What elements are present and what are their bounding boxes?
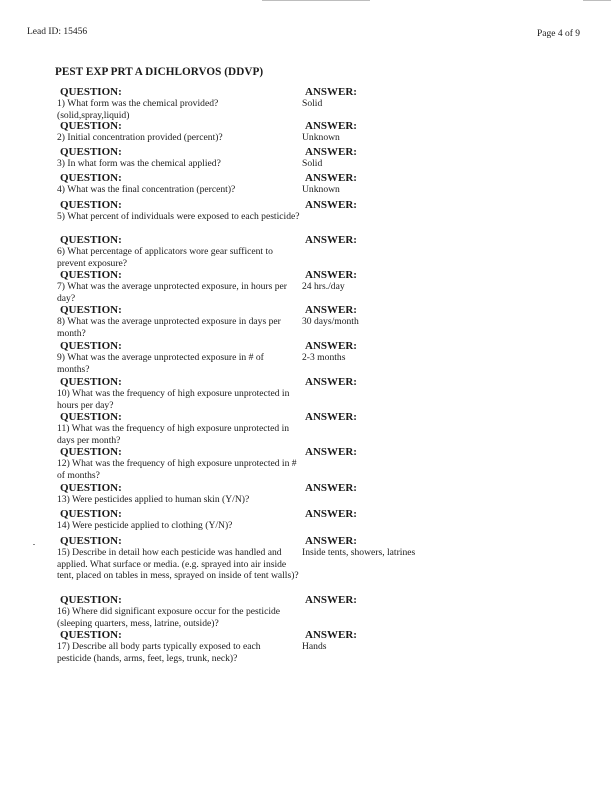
question-text: 9) What was the average unprotected exposure in # of months? xyxy=(57,352,264,375)
answer-value: Hands xyxy=(302,641,327,652)
question-label: QUESTION: xyxy=(60,269,122,281)
answer-value: Unknown xyxy=(302,132,340,143)
qa-item-16 xyxy=(57,594,437,629)
answer-label: ANSWER: xyxy=(305,535,357,547)
qa-item-11 xyxy=(57,411,437,446)
qa-item-14 xyxy=(57,508,437,532)
question-label: QUESTION: xyxy=(60,446,122,458)
question-text: 3) In what form was the chemical applied? xyxy=(57,158,221,169)
question-text: 7) What was the average unprotected exposure, in hours per day? xyxy=(57,281,287,304)
question-text: 5) What percent of individuals were exposed to each pesticide? xyxy=(57,211,300,222)
question-text: 11) What was the frequency of high exposure unprotected in days per month? xyxy=(57,423,290,446)
answer-label: ANSWER: xyxy=(305,508,357,520)
qa-item-3 xyxy=(57,146,437,170)
question-text: 2) Initial concentration provided (percent)? xyxy=(57,132,223,143)
qa-item-5 xyxy=(57,199,437,223)
question-label: QUESTION: xyxy=(60,482,122,494)
answer-value: 24 hrs./day xyxy=(302,281,345,292)
scan-artifact-line xyxy=(583,0,611,1)
question-text: 6) What percentage of applicators wore gear sufficent to prevent exposure? xyxy=(57,246,273,269)
document-title: PEST EXP PRT A DICHLORVOS (DDVP) xyxy=(55,66,264,78)
qa-item-9 xyxy=(57,340,437,375)
answer-label: ANSWER: xyxy=(305,172,357,184)
question-label: QUESTION: xyxy=(60,199,122,211)
qa-item-1 xyxy=(57,86,437,121)
lead-id: Lead ID: 15456 xyxy=(27,27,88,37)
qa-item-12 xyxy=(57,446,437,481)
answer-label: ANSWER: xyxy=(305,376,357,388)
answer-label: ANSWER: xyxy=(305,146,357,158)
answer-value: Unknown xyxy=(302,184,340,195)
question-label: QUESTION: xyxy=(60,629,122,641)
answer-label: ANSWER: xyxy=(305,199,357,211)
answer-label: ANSWER: xyxy=(305,446,357,458)
question-label: QUESTION: xyxy=(60,508,122,520)
qa-item-17 xyxy=(57,629,437,664)
question-text: 14) Were pesticide applied to clothing (Y/N)? xyxy=(57,520,233,531)
answer-value: 30 days/month xyxy=(302,316,359,327)
answer-label: ANSWER: xyxy=(305,594,357,606)
question-label: QUESTION: xyxy=(60,535,122,547)
answer-label: ANSWER: xyxy=(305,269,357,281)
question-label: QUESTION: xyxy=(60,234,122,246)
question-text: 4) What was the final concentration (percent)? xyxy=(57,184,236,195)
question-text: 15) Describe in detail how each pesticide was handled and applied. What surface or media. (e.g. sprayed into air inside tent, placed on tables in mess, sprayed on inside of tent walls)? xyxy=(57,547,299,581)
question-text: 8) What was the average unprotected exposure in days per month? xyxy=(57,316,281,339)
question-text: 1) What form was the chemical provided?(solid,spray,liquid) xyxy=(57,98,219,121)
answer-label: ANSWER: xyxy=(305,482,357,494)
qa-item-8 xyxy=(57,304,437,339)
scan-speck xyxy=(33,544,35,545)
question-text: 13) Were pesticides applied to human skin (Y/N)? xyxy=(57,494,250,505)
question-text: 12) What was the frequency of high exposure unprotected in # of months? xyxy=(57,458,297,481)
answer-value: Inside tents, showers, latrines xyxy=(302,547,416,558)
question-label: QUESTION: xyxy=(60,594,122,606)
question-label: QUESTION: xyxy=(60,304,122,316)
qa-item-13 xyxy=(57,482,437,506)
answer-label: ANSWER: xyxy=(305,234,357,246)
qa-item-2 xyxy=(57,120,437,144)
qa-item-7 xyxy=(57,269,437,304)
question-text: 10) What was the frequency of high exposure unprotected in hours per day? xyxy=(57,388,290,411)
question-label: QUESTION: xyxy=(60,411,122,423)
question-label: QUESTION: xyxy=(60,86,122,98)
question-label: QUESTION: xyxy=(60,172,122,184)
question-text: 16) Where did significant exposure occur for the pesticide (sleeping quarters, mess, latrine, outside)? xyxy=(57,606,281,629)
qa-item-10 xyxy=(57,376,437,411)
qa-item-6 xyxy=(57,234,437,269)
question-label: QUESTION: xyxy=(60,146,122,158)
answer-value: 2-3 months xyxy=(302,352,346,363)
answer-label: ANSWER: xyxy=(305,340,357,352)
answer-value: Solid xyxy=(302,158,323,169)
answer-value: Solid xyxy=(302,98,323,109)
scan-artifact-line xyxy=(262,0,370,1)
answer-label: ANSWER: xyxy=(305,629,357,641)
question-label: QUESTION: xyxy=(60,340,122,352)
qa-item-4 xyxy=(57,172,437,196)
answer-label: ANSWER: xyxy=(305,120,357,132)
question-label: QUESTION: xyxy=(60,376,122,388)
page-number: Page 4 of 9 xyxy=(537,29,581,39)
question-text: 17) Describe all body parts typically exposed to each pesticide (hands, arms, feet, legs, trunk, neck)? xyxy=(57,641,261,664)
answer-label: ANSWER: xyxy=(305,304,357,316)
answer-label: ANSWER: xyxy=(305,86,357,98)
question-label: QUESTION: xyxy=(60,120,122,132)
answer-label: ANSWER: xyxy=(305,411,357,423)
qa-item-15 xyxy=(57,535,437,582)
